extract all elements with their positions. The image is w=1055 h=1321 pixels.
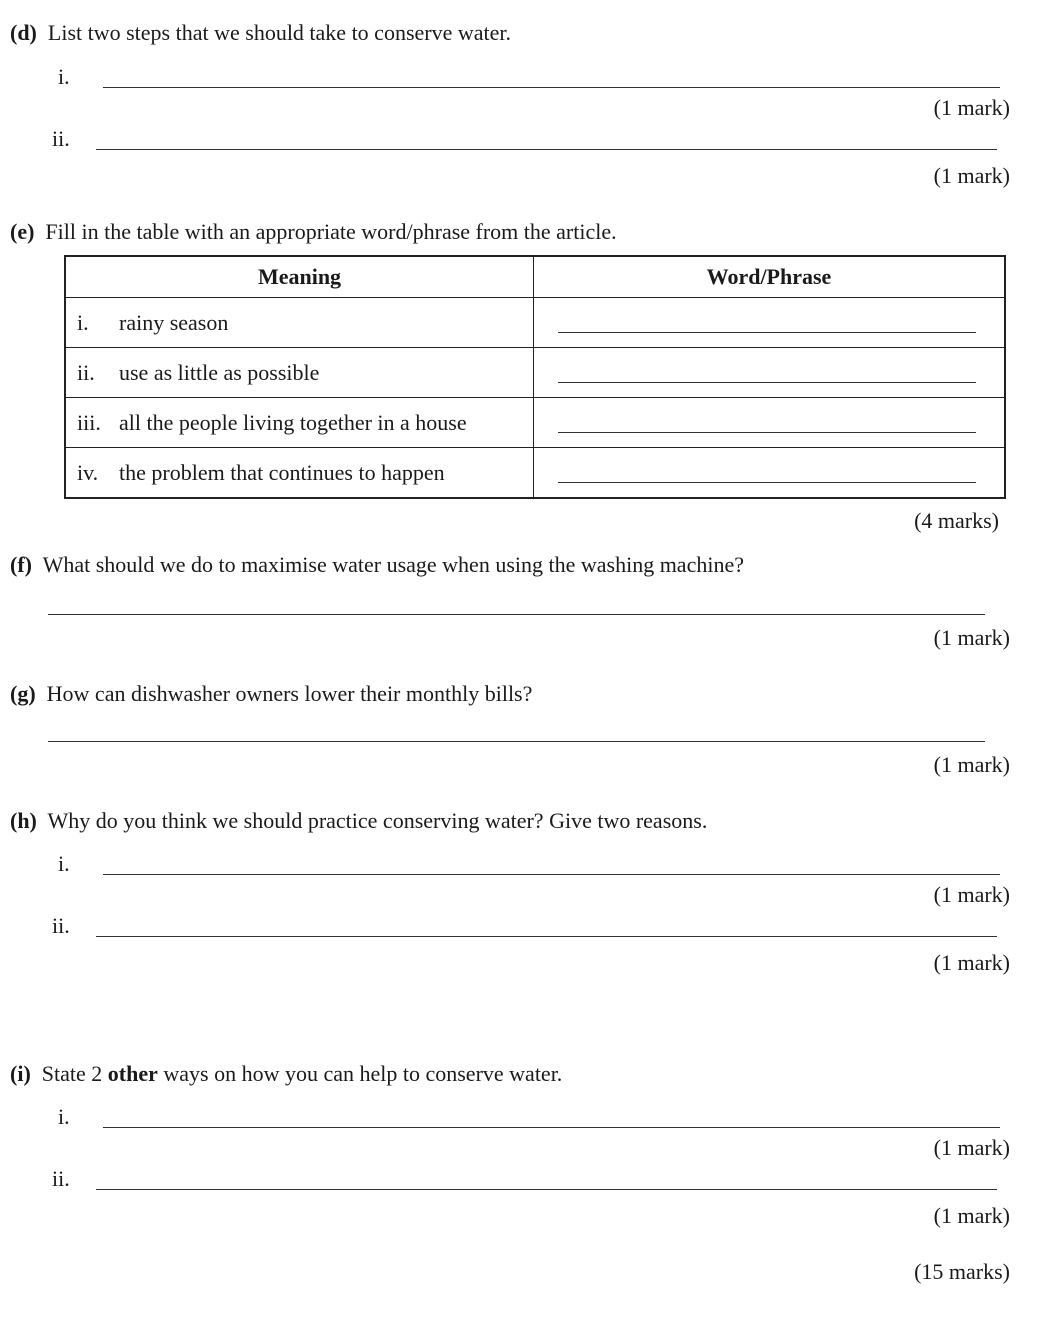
mark-label: (4 marks): [914, 508, 999, 533]
mark-label: (1 mark): [933, 625, 1010, 650]
meaning-cell: [65, 298, 534, 348]
row-number: iii.: [77, 409, 101, 435]
answer-line[interactable]: [96, 1189, 997, 1190]
mark-label: (1 mark): [933, 163, 1010, 188]
answer-line[interactable]: [103, 87, 1000, 88]
item-number: i.: [58, 1104, 70, 1129]
question-label: (i): [10, 1061, 31, 1086]
meaning-text: use as little as possible: [119, 359, 320, 385]
answer-line[interactable]: [48, 741, 985, 742]
meaning-cell: [65, 398, 534, 448]
answer-cell[interactable]: [534, 448, 1006, 499]
total-marks: (15 marks): [914, 1259, 1010, 1284]
item-number: ii.: [52, 913, 70, 938]
answer-line[interactable]: [558, 382, 976, 383]
answer-line[interactable]: [558, 432, 976, 433]
question-label: (f): [10, 552, 32, 577]
question-text-post: ways on how you can help to conserve water.: [163, 1061, 563, 1086]
answer-line[interactable]: [103, 1127, 1000, 1128]
question-text: Why do you think we should practice conserving water? Give two reasons.: [47, 808, 708, 833]
question-label: (h): [10, 808, 37, 833]
table-row: [65, 348, 1005, 398]
question-text-emphasis: other: [107, 1061, 158, 1086]
mark-label: (1 mark): [933, 95, 1010, 120]
table-header-row: [65, 256, 1005, 298]
row-number: ii.: [77, 359, 95, 385]
answer-line[interactable]: [96, 936, 997, 937]
mark-label: (1 mark): [933, 752, 1010, 777]
column-header-word-phrase: Word/Phrase: [534, 256, 1006, 298]
question-e: [10, 219, 617, 245]
question-label: (d): [10, 20, 37, 45]
question-g: [10, 681, 532, 707]
table-row: [65, 448, 1005, 499]
table-row: [65, 298, 1005, 348]
question-text: What should we do to maximise water usage when using the washing machine?: [42, 552, 744, 577]
question-h: [10, 808, 707, 834]
mark-label: (1 mark): [933, 1135, 1010, 1160]
question-i: [10, 1061, 562, 1087]
question-f: [10, 552, 744, 578]
meaning-cell: [65, 348, 534, 398]
answer-line[interactable]: [103, 874, 1000, 875]
row-number: iv.: [77, 459, 99, 485]
item-number: ii.: [52, 1166, 70, 1191]
table-row: [65, 398, 1005, 448]
question-text: List two steps that we should take to conserve water.: [47, 20, 512, 45]
meaning-text: the problem that continues to happen: [119, 459, 445, 485]
item-number: i.: [58, 851, 70, 876]
mark-label: (1 mark): [933, 950, 1010, 975]
mark-label: (1 mark): [933, 882, 1010, 907]
question-label: (g): [10, 681, 36, 706]
answer-line[interactable]: [48, 614, 985, 615]
answer-cell[interactable]: [534, 348, 1006, 398]
question-text-pre: State 2: [41, 1061, 103, 1086]
row-number: i.: [77, 309, 89, 335]
question-text: How can dishwasher owners lower their monthly bills?: [46, 681, 533, 706]
item-number: i.: [58, 64, 70, 89]
mark-label: (1 mark): [933, 1203, 1010, 1228]
question-d: [10, 20, 511, 46]
item-number: ii.: [52, 126, 70, 151]
question-label: (e): [10, 219, 35, 244]
question-text: Fill in the table with an appropriate word/phrase from the article.: [45, 219, 617, 244]
meaning-cell: [65, 448, 534, 499]
meaning-text: all the people living together in a house: [119, 409, 467, 435]
answer-line[interactable]: [558, 332, 976, 333]
vocabulary-table: [64, 255, 1006, 499]
answer-cell[interactable]: [534, 298, 1006, 348]
answer-line[interactable]: [96, 149, 997, 150]
answer-cell[interactable]: [534, 398, 1006, 448]
meaning-text: rainy season: [119, 309, 229, 335]
column-header-meaning: Meaning: [65, 256, 534, 298]
answer-line[interactable]: [558, 482, 976, 483]
